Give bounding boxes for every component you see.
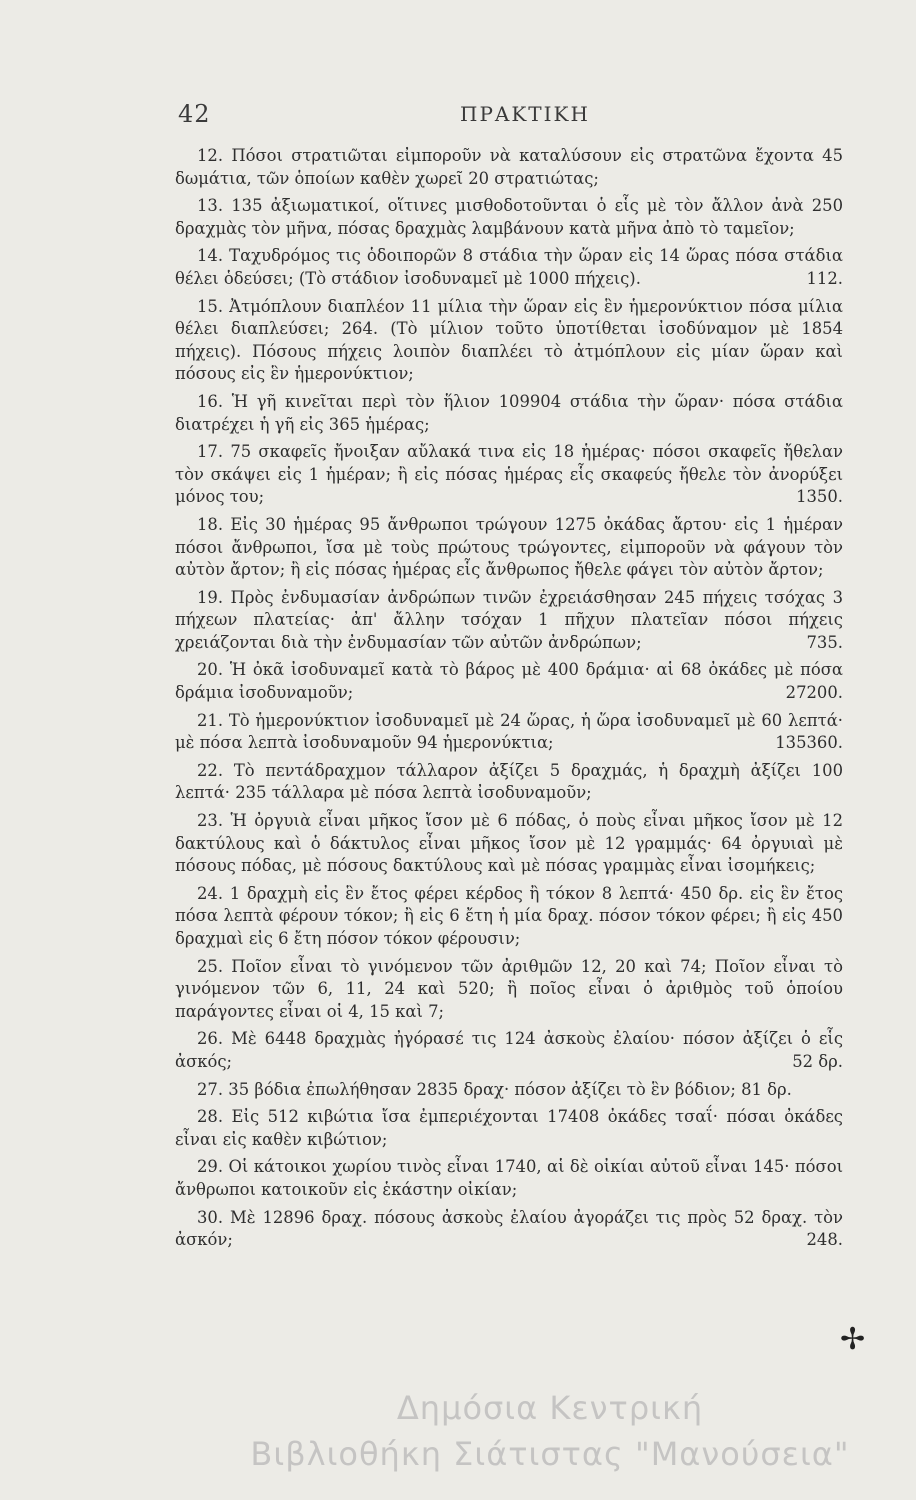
problem-text: 20. Ἡ ὀκᾶ ἰσοδυναμεῖ κατὰ τὸ βάρος μὲ 400 δράμια· αἱ 68 ὀκάδες μὲ πόσα δράμια ἰσοδυναμοῦν;	[175, 660, 843, 703]
problem-text: 26. Μὲ 6448 δραχμὰς ἠγόρασέ τις 124 ἀσκοὺς ἐλαίου· πόσον ἀξίζει ὁ εἷς ἀσκός;	[175, 1029, 843, 1071]
problem-text: 17. 75 σκαφεῖς ἤνοιξαν αὔλακά τινα εἰς 18 ἡμέρας· πόσοι σκαφεῖς ἤθελαν τὸν σκάψει εἰς 1 ἡμέραν; ἢ εἰς πόσας ἡμέρας εἷς σκαφεύς ἤθελε τὸν ἀνορύξει μόνος του;	[175, 442, 843, 507]
problem-text: 28. Εἰς 512 κιβώτια ἴσα ἐμπεριέχονται 17408 ὀκάδες τσαΐ· πόσαι ὀκάδες εἶναι εἰς καθὲν κιβώτιον;	[175, 1107, 843, 1149]
watermark-line-1: Δημόσια Κεντρική	[396, 1389, 704, 1427]
problem-item	[175, 956, 843, 1024]
problem-item	[175, 810, 843, 878]
page-number: 42	[178, 100, 211, 128]
problem-item	[175, 1079, 843, 1102]
problem-item	[175, 659, 843, 704]
problem-text: 25. Ποῖον εἶναι τὸ γινόμενον τῶν ἀριθμῶν 12, 20 καὶ 74; Ποῖον εἶναι τὸ γινόμενον τῶν 6, 11, 24 καὶ 520; ἢ ποῖος εἶναι ὁ ἀριθμὸς τοῦ ὁποίου παράγοντες εἶναι οἱ 4, 15 καὶ 7;	[175, 956, 843, 1021]
problem-text: 18. Εἰς 30 ἡμέρας 95 ἄνθρωποι τρώγουν 1275 ὀκάδας ἄρτου· εἰς 1 ἡμέραν πόσοι ἄνθρωποι, ἴσα μὲ τοὺς πρώτους τρώγοντες, εἰμποροῦν νὰ φάγουν τὸν αὐτὸν ἄρτον; ἢ εἰς πόσας ἡμέρας εἷς ἄνθρωπος ἤθελε φάγει τὸν αὐτὸν ἄρτον;	[175, 514, 843, 580]
problem-answer: 248.	[806, 1230, 843, 1250]
margin-mark: ✢	[840, 1322, 866, 1357]
page-header	[178, 100, 856, 136]
problem-item	[175, 1106, 843, 1151]
problem-text: 12. Πόσοι στρατιῶται εἰμποροῦν νὰ καταλύσουν εἰς στρατῶνα ἔχοντα 45 δωμάτια, τῶν ὁποίων καθὲν χωρεῖ 20 στρατιώτας;	[175, 146, 843, 188]
problem-text: 13. 135 ἀξιωματικοί, οἵτινες μισθοδοτοῦνται ὁ εἷς μὲ τὸν ἄλλον ἀνὰ 250 δραχμὰς τὸν μῆνα, πόσας δραχμὰς λαμβάνουν κατὰ μῆνα ἀπὸ τὸ ταμεῖον;	[175, 196, 843, 238]
problem-text: 23. Ἡ ὀργυιὰ εἶναι μῆκος ἴσον μὲ 6 πόδας, ὁ ποὺς εἶναι μῆκος ἴσον μὲ 12 δακτύλους καὶ ὁ δάκτυλος εἶναι μῆκος ἴσον μὲ 12 γραμμάς· 64 ὀργυιαὶ μὲ πόσους πόδας, μὲ πόσους δακτύλους καὶ μὲ πόσας γραμμὰς εἶναι ἰσομήκεις;	[175, 811, 843, 876]
problem-answer: 135360.	[775, 733, 843, 753]
problem-item	[175, 1156, 843, 1201]
problem-answer: 112.	[806, 268, 843, 288]
problem-answer: 735.	[806, 632, 843, 652]
problem-item	[175, 441, 843, 509]
problem-item	[175, 195, 843, 240]
problem-text: 27. 35 βόδια ἐπωλήθησαν 2835 δραχ· πόσον ἀξίζει τὸ ἓν βόδιον; 81 δρ.	[197, 1079, 792, 1099]
problem-item	[175, 296, 843, 386]
problem-item	[175, 587, 843, 655]
problem-text: 29. Οἱ κάτοικοι χωρίου τινὸς εἶναι 1740, αἱ δὲ οἰκίαι αὐτοῦ εἶναι 145· πόσοι ἄνθρωποι κατοικοῦν εἰς ἑκάστην οἰκίαν;	[175, 1157, 843, 1199]
problem-item	[175, 514, 843, 582]
problem-text: 21. Τὸ ἡμερονύκτιον ἰσοδυναμεῖ μὲ 24 ὥρας, ἡ ὥρα ἰσοδυναμεῖ μὲ 60 λεπτά· μὲ πόσα λεπτὰ ἰσοδυναμοῦν 94 ἡμερονύκτια;	[175, 710, 843, 753]
problem-answer: 1350.	[796, 487, 843, 507]
problem-item	[175, 883, 843, 951]
problem-item	[175, 145, 843, 190]
watermark-line-2: Βιβλιοθήκη Σιάτιστας "Μανούσεια"	[250, 1435, 850, 1473]
problem-item	[175, 710, 843, 755]
problem-item	[175, 245, 843, 290]
problem-item	[175, 760, 843, 805]
problem-item	[175, 391, 843, 436]
problem-text: 16. Ἡ γῆ κινεῖται περὶ τὸν ἥλιον 109904 στάδια τὴν ὥραν· πόσα στάδια διατρέχει ἡ γῆ εἰς 365 ἡμέρας;	[175, 391, 843, 434]
problem-text: 22. Τὸ πεντάδραχμον τάλλαρον ἀξίζει 5 δραχμάς, ἡ δραχμὴ ἀξίζει 100 λεπτά· 235 τάλλαρα μὲ πόσα λεπτὰ ἰσοδυναμοῦν;	[175, 760, 843, 803]
problem-answer: 27200.	[785, 683, 843, 703]
running-head: ΠΡΑΚΤΙΚΗ	[460, 102, 590, 126]
problem-item	[175, 1207, 843, 1252]
problem-text: 14. Ταχυδρόμος τις ὁδοιπορῶν 8 στάδια τὴν ὥραν εἰς 14 ὥρας πόσα στάδια θέλει ὁδεύσει; (Τὸ στάδιον ἰσοδυναμεῖ μὲ 1000 πήχεις).	[175, 246, 843, 288]
problem-text: 30. Μὲ 12896 δραχ. πόσους ἀσκοὺς ἐλαίου ἀγοράζει τις πρὸς 52 δραχ. τὸν ἀσκόν;	[175, 1207, 843, 1250]
problem-list	[175, 145, 843, 1257]
problem-item	[175, 1028, 843, 1073]
problem-text: 19. Πρὸς ἐνδυμασίαν ἀνδρώπων τινῶν ἐχρειάσθησαν 245 πήχεις τσόχας 3 πήχεων πλατείας· ἀπ' ἄλλην τσόχαν 1 πῆχυν πλατεῖαν πόσοι πήχεις χρειάζονται διὰ τὴν ἐνδυμασίαν τῶν αὐτῶν ἀνδρώπων;	[175, 587, 843, 652]
problem-text: 24. 1 δραχμὴ εἰς ἓν ἔτος φέρει κέρδος ἢ τόκον 8 λεπτά· 450 δρ. εἰς ἓν ἔτος πόσα λεπτὰ φέρουν τόκον; ἢ εἰς 6 ἔτη ἡ μία δραχ. πόσον τόκον φέρει; ἢ εἰς 450 δραχμαὶ εἰς 6 ἔτη πόσον τόκον φέρουσιν;	[175, 883, 843, 948]
problem-text: 15. Ἀτμόπλουν διαπλέον 11 μίλια τὴν ὥραν εἰς ἓν ἡμερονύκτιον πόσα μίλια θέλει διαπλεύσει; 264. (Τὸ μίλιον τοῦτο ὑποτίθεται ἰσοδύναμον μὲ 1854 πήχεις). Πόσους πήχεις λοιπὸν διαπλέει τὸ ἀτμόπλουν εἰς μίαν ὥραν καὶ πόσους εἰς ἓν ἡμερονύκτιον;	[175, 296, 843, 384]
library-watermark	[210, 1385, 890, 1477]
problem-answer: 52 δρ.	[792, 1051, 843, 1071]
